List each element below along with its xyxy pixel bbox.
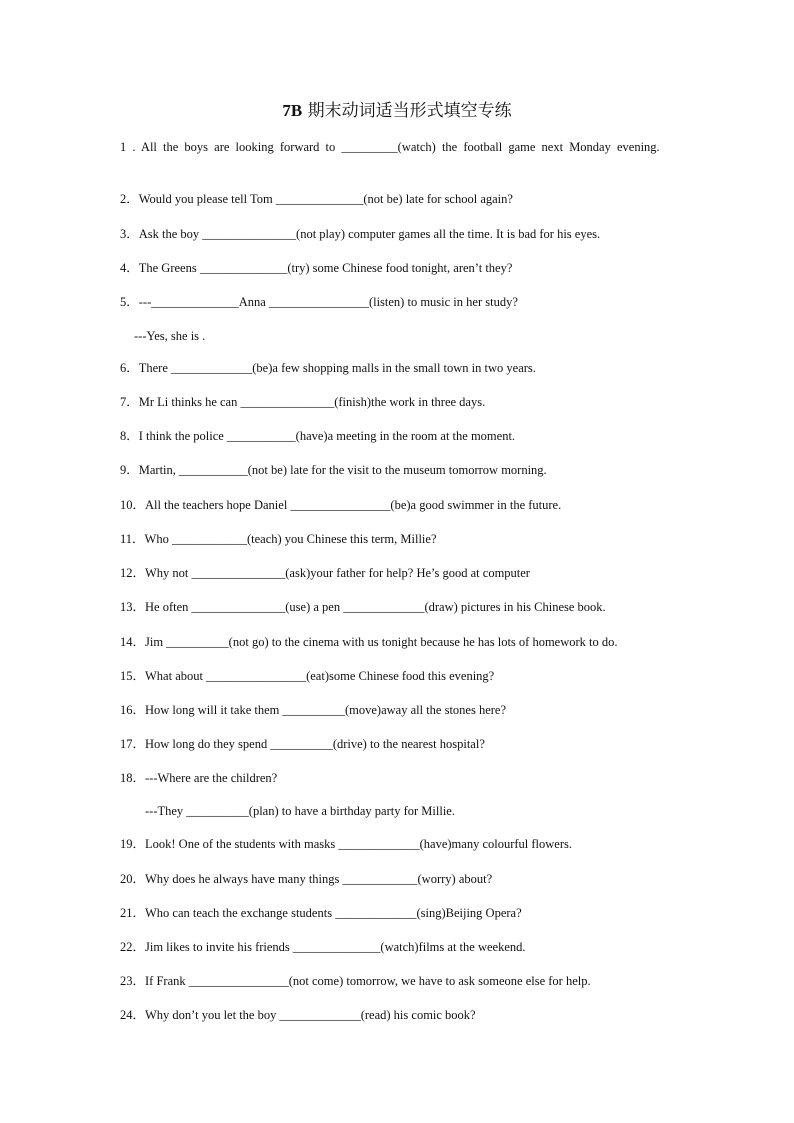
question-12: 12．Why not _______________(ask)your father for help? He’s good at computer (120, 566, 530, 580)
question-23: 23．If Frank ________________(not come) tomorrow, we have to ask someone else for help. (120, 974, 591, 988)
question-1: 1 . All the boys are looking forward to _________(watch) the football game next Monday evening. (120, 140, 660, 154)
question-24: 24．Why don’t you let the boy _____________(read) his comic book? (120, 1008, 476, 1022)
question-21: 21．Who can teach the exchange students _____________(sing)Beijing Opera? (120, 906, 522, 920)
question-7: 7．Mr Li thinks he can _______________(finish)the work in three days. (120, 395, 486, 409)
title-text: 期末动词适当形式填空专练 (302, 101, 512, 121)
question-17: 17．How long do they spend __________(drive) to the nearest hospital? (120, 737, 485, 751)
question-2: 2．Would you please tell Tom ______________(not be) late for school again? (120, 192, 513, 206)
question-5: 5．---______________Anna ________________(listen) to music in her study? (120, 295, 518, 309)
question-22: 22．Jim likes to invite his friends ______________(watch)films at the weekend. (120, 940, 526, 954)
question-13: 13．He often _______________(use) a pen _____________(draw) pictures in his Chinese book. (120, 600, 606, 614)
question-8: 8．I think the police ___________(have)a meeting in the room at the moment. (120, 429, 516, 443)
question-3: 3．Ask the boy _______________(not play) computer games all the time. It is bad for his eyes. (120, 227, 601, 241)
question-15: 15．What about ________________(eat)some Chinese food this evening? (120, 669, 495, 683)
question-19: 19．Look! One of the students with masks _____________(have)many colourful flowers. (120, 837, 573, 851)
question-20: 20．Why does he always have many things ____________(worry) about? (120, 872, 493, 886)
question-18-answer: ---They __________(plan) to have a birthday party for Millie. (145, 804, 455, 818)
question-9: 9．Martin, ___________(not be) late for the visit to the museum tomorrow morning. (120, 463, 547, 477)
question-14: 14．Jim __________(not go) to the cinema with us tonight because he has lots of homework to do. (120, 635, 618, 649)
question-11: 11．Who ____________(teach) you Chinese this term, Millie? (120, 532, 437, 546)
question-4: 4．The Greens ______________(try) some Chinese food tonight, aren’t they? (120, 261, 513, 275)
question-16: 16．How long will it take them __________(move)away all the stones here? (120, 703, 507, 717)
question-10: 10．All the teachers hope Daniel ________________(be)a good swimmer in the future. (120, 498, 562, 512)
question-18: 18．---Where are the children? (120, 771, 278, 785)
worksheet-title (0, 96, 794, 121)
question-5-answer: ---Yes, she is . (134, 329, 206, 343)
question-6: 6．There _____________(be)a few shopping malls in the small town in two years. (120, 361, 536, 375)
title-grade: 7B (282, 101, 303, 120)
